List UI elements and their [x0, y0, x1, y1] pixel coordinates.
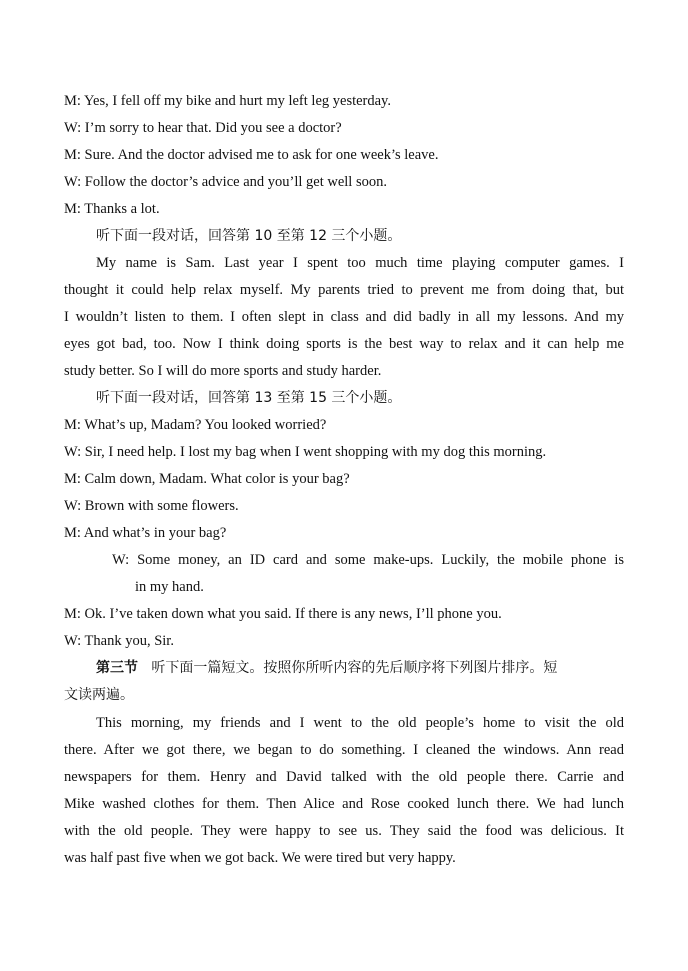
instruction-questions-13-15: 听下面一段对话，回答第 13 至第 15 三个小题。 — [96, 390, 402, 406]
dialogue-line: M: And what’s in your bag? — [64, 525, 227, 541]
passage-line: This morning, my friends and I went to the old people’s home to visit the old — [96, 715, 624, 731]
dialogue-line-continuation: in my hand. — [135, 579, 204, 595]
instruction-questions-10-12: 听下面一段对话，回答第 10 至第 12 三个小题。 — [96, 228, 402, 244]
dialogue-line: W: I’m sorry to hear that. Did you see a doctor? — [64, 120, 342, 136]
passage-line: newspapers for them. Henry and David talked with the old people there. Carrie and — [64, 769, 624, 785]
passage-line: I wouldn’t listen to them. I often slept in class and did badly in all my lessons. And my — [64, 309, 624, 325]
passage-line: there. After we got there, we began to do something. I cleaned the windows. Ann read — [64, 742, 624, 758]
passage-line: with the old people. They were happy to see us. They said the food was delicious. It — [64, 823, 624, 839]
dialogue-line: M: Thanks a lot. — [64, 201, 160, 217]
passage-line: was half past five when we got back. We were tired but very happy. — [64, 850, 456, 866]
dialogue-line: M: Calm down, Madam. What color is your bag? — [64, 471, 350, 487]
dialogue-line: W: Thank you, Sir. — [64, 633, 174, 649]
dialogue-line: M: Ok. I’ve taken down what you said. If there is any news, I’ll phone you. — [64, 606, 502, 622]
passage-line: study better. So I will do more sports and study harder. — [64, 363, 382, 379]
dialogue-line: M: What’s up, Madam? You looked worried? — [64, 417, 327, 433]
passage-line: Mike washed clothes for them. Then Alice and Rose cooked lunch there. We had lunch — [64, 796, 624, 812]
passage-line: eyes got bad, too. Now I think doing sports is the best way to relax and it can help me — [64, 336, 624, 352]
section-3-label: 第三节 — [96, 660, 138, 676]
passage-line: My name is Sam. Last year I spent too much time playing computer games. I — [96, 255, 624, 271]
dialogue-line: M: Sure. And the doctor advised me to ask for one week’s leave. — [64, 147, 439, 163]
dialogue-line: W: Follow the doctor’s advice and you’ll get well soon. — [64, 174, 387, 190]
section-3-instruction-continuation: 文读两遍。 — [64, 687, 134, 703]
dialogue-line: M: Yes, I fell off my bike and hurt my left leg yesterday. — [64, 93, 391, 109]
section-3-instruction — [96, 658, 624, 678]
dialogue-line: W: Sir, I need help. I lost my bag when I went shopping with my dog this morning. — [64, 444, 547, 460]
section-3-instruction-text: 听下面一篇短文。按照你所听内容的先后顺序将下列图片排序。短 — [151, 660, 558, 676]
passage-line: thought it could help relax myself. My parents tried to prevent me from doing that, but — [64, 282, 624, 298]
dialogue-line: W: Brown with some flowers. — [64, 498, 239, 514]
dialogue-line: W: Some money, an ID card and some make-ups. Luckily, the mobile phone is — [112, 552, 624, 568]
